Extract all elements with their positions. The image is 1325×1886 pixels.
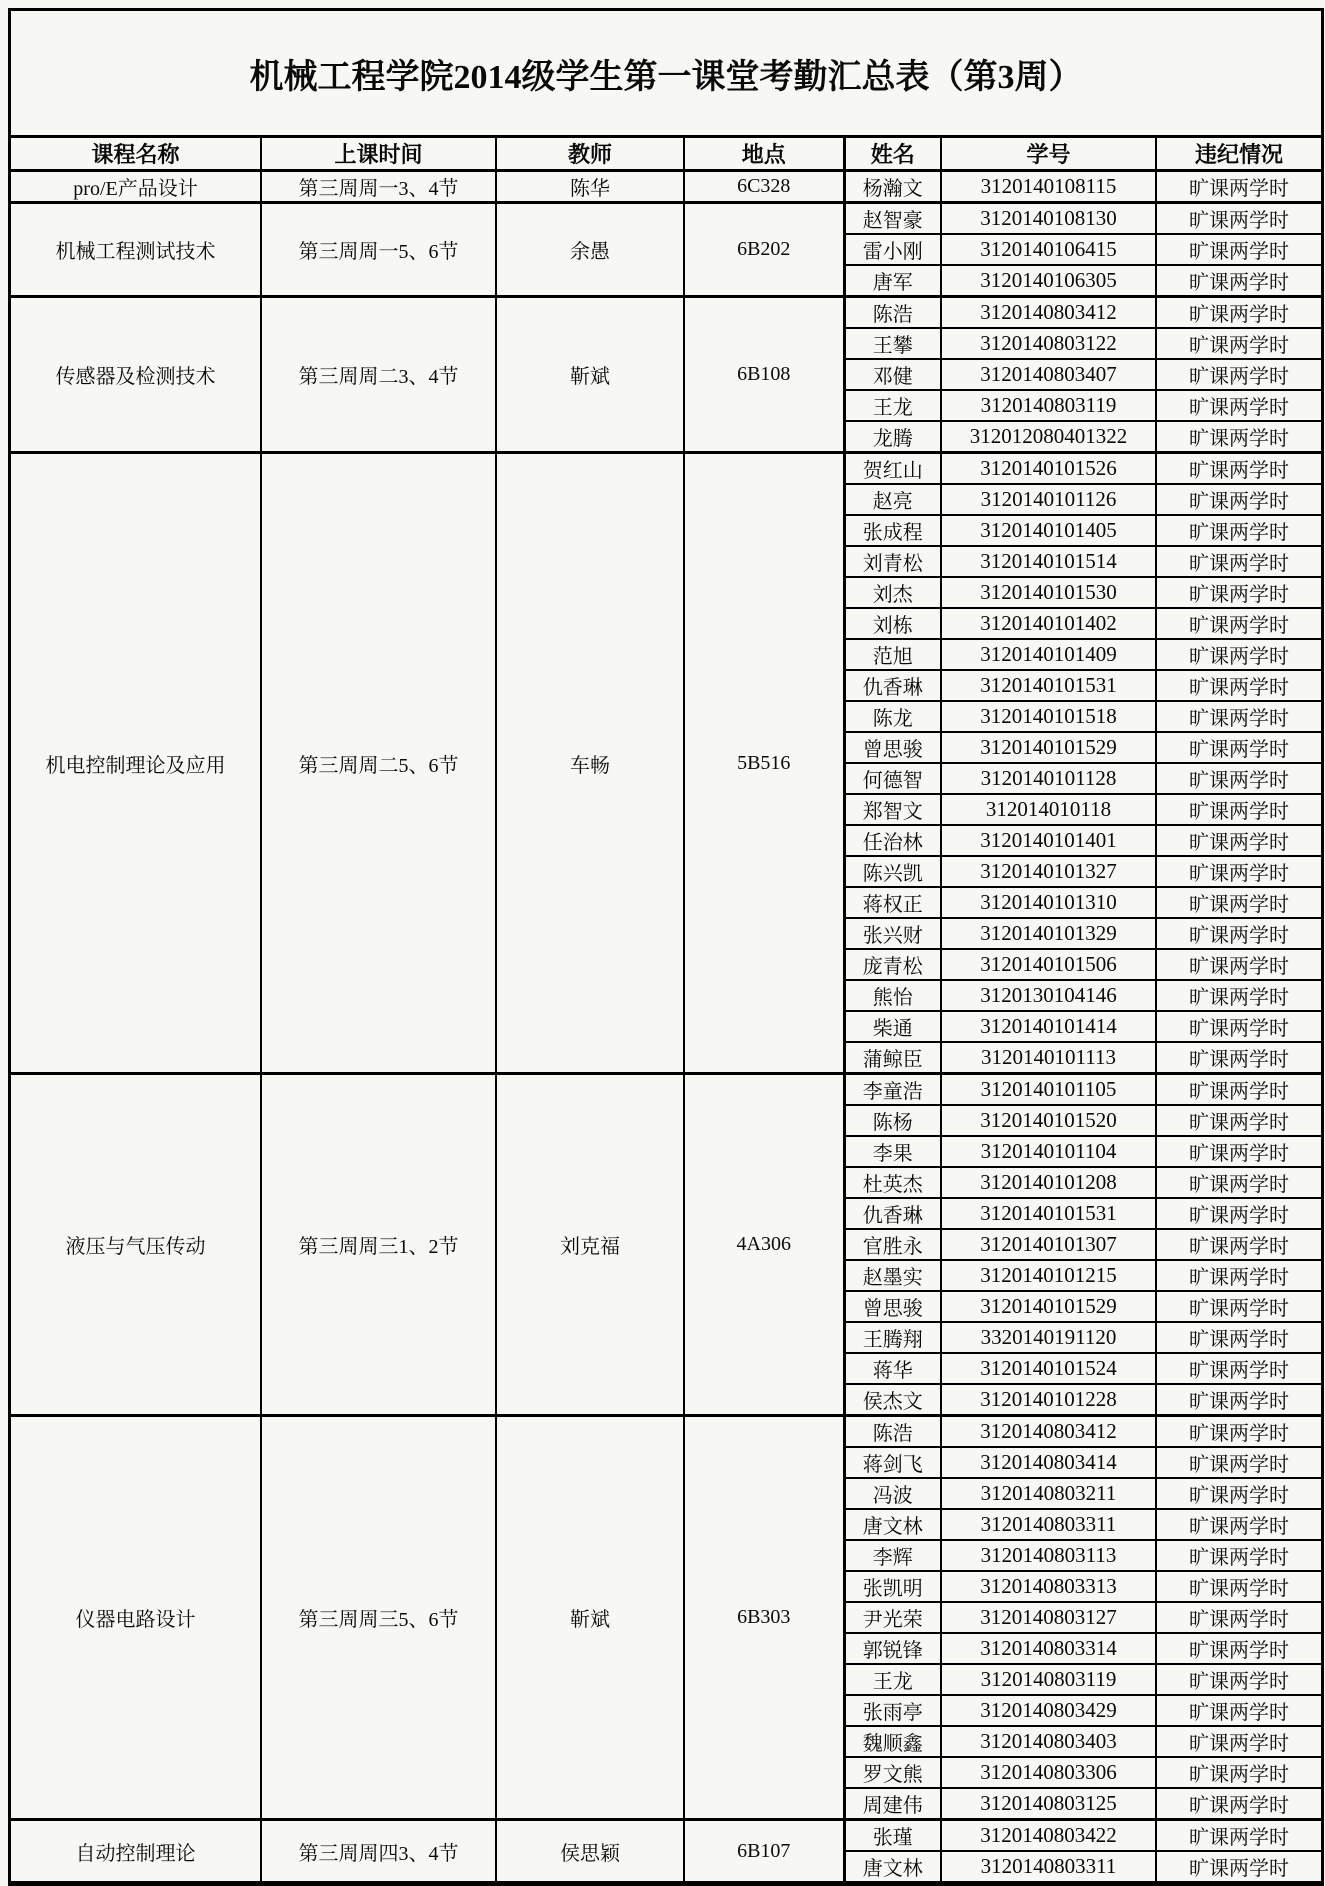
student-id-cell: 3120140101530 [941,577,1156,608]
student-name-cell: 蒋剑飞 [844,1447,941,1478]
teacher-cell: 靳斌 [496,1416,684,1820]
student-name-cell: 侯杰文 [844,1384,941,1416]
student-name-cell: 张凯明 [844,1571,941,1602]
table-row [11,1074,1321,1106]
student-id-cell: 3120140803211 [941,1478,1156,1509]
student-id-cell: 3120140101215 [941,1260,1156,1291]
student-name-cell: 唐文林 [844,1851,941,1882]
teacher-cell: 陈华 [496,171,684,203]
student-id-cell: 3120140803125 [941,1788,1156,1820]
student-id-cell: 312012080401322 [941,421,1156,453]
location-cell: 4A306 [684,1074,844,1416]
violation-cell: 旷课两学时 [1156,577,1321,608]
student-name-cell: 曾思骏 [844,732,941,763]
student-name-cell: 陈浩 [844,1416,941,1448]
violation-cell: 旷课两学时 [1156,1726,1321,1757]
course-cell: 仪器电路设计 [11,1416,261,1820]
table-row [11,453,1321,485]
student-id-cell: 3120140101526 [941,453,1156,485]
violation-cell: 旷课两学时 [1156,1820,1321,1852]
violation-cell: 旷课两学时 [1156,980,1321,1011]
violation-cell: 旷课两学时 [1156,328,1321,359]
teacher-cell: 刘克福 [496,1074,684,1416]
student-id-cell: 3120140101128 [941,763,1156,794]
student-name-cell: 刘栋 [844,608,941,639]
page-title: 机械工程学院2014级学生第一课堂考勤汇总表（第3周） [249,58,1083,96]
student-id-cell: 3120140101529 [941,732,1156,763]
header-row [11,138,1321,171]
student-name-cell: 王龙 [844,390,941,421]
student-name-cell: 柴通 [844,1011,941,1042]
sheet-title-block [11,11,1321,138]
teacher-cell: 车畅 [496,453,684,1074]
student-name-cell: 熊怡 [844,980,941,1011]
student-name-cell: 蒋权正 [844,887,941,918]
student-name-cell: 李童浩 [844,1074,941,1106]
student-id-cell: 3120140803407 [941,359,1156,390]
student-name-cell: 唐军 [844,265,941,297]
course-cell: 自动控制理论 [11,1820,261,1883]
student-id-cell: 3120140101409 [941,639,1156,670]
student-name-cell: 庞青松 [844,949,941,980]
violation-cell: 旷课两学时 [1156,234,1321,265]
student-id-cell: 3120140101518 [941,701,1156,732]
student-id-cell: 3120140101531 [941,670,1156,701]
student-id-cell: 3120140101208 [941,1167,1156,1198]
student-id-cell: 3120140101113 [941,1042,1156,1074]
student-id-cell: 3320140191120 [941,1322,1156,1353]
student-id-cell: 3120140101529 [941,1291,1156,1322]
student-name-cell: 王攀 [844,328,941,359]
student-name-cell: 龙腾 [844,421,941,453]
violation-cell: 旷课两学时 [1156,1478,1321,1509]
violation-cell: 旷课两学时 [1156,453,1321,485]
violation-cell: 旷课两学时 [1156,1540,1321,1571]
student-id-cell: 3120140101402 [941,608,1156,639]
violation-cell: 旷课两学时 [1156,639,1321,670]
student-name-cell: 王腾翔 [844,1322,941,1353]
violation-cell: 旷课两学时 [1156,1105,1321,1136]
table-row [11,1416,1321,1448]
student-name-cell: 赵亮 [844,484,941,515]
violation-cell: 旷课两学时 [1156,825,1321,856]
teacher-cell: 侯思颖 [496,1820,684,1883]
student-name-cell: 赵墨实 [844,1260,941,1291]
table-row [11,171,1321,203]
student-name-cell: 邓健 [844,359,941,390]
student-id-cell: 3120140101104 [941,1136,1156,1167]
student-id-cell: 3120140803422 [941,1820,1156,1852]
table-row [11,1820,1321,1852]
attendance-sheet [8,8,1324,1886]
student-id-cell: 3120140106415 [941,234,1156,265]
student-id-cell: 3120130104146 [941,980,1156,1011]
student-name-cell: 张成程 [844,515,941,546]
student-id-cell: 3120140803119 [941,1664,1156,1695]
student-name-cell: 唐文林 [844,1509,941,1540]
violation-cell: 旷课两学时 [1156,515,1321,546]
location-cell: 5B516 [684,453,844,1074]
table-row [11,297,1321,329]
location-cell: 6C328 [684,171,844,203]
violation-cell: 旷课两学时 [1156,1757,1321,1788]
student-id-cell: 3120140803412 [941,297,1156,329]
course-cell: 液压与气压传动 [11,1074,261,1416]
course-cell: 机械工程测试技术 [11,203,261,297]
student-name-cell: 张雨亭 [844,1695,941,1726]
violation-cell: 旷课两学时 [1156,1416,1321,1448]
violation-cell: 旷课两学时 [1156,732,1321,763]
student-id-cell: 3120140101514 [941,546,1156,577]
student-name-cell: 陈杨 [844,1105,941,1136]
col-header-violation: 违纪情况 [1156,138,1321,171]
student-name-cell: 蒲鲸臣 [844,1042,941,1074]
col-header-time: 上课时间 [261,138,496,171]
violation-cell: 旷课两学时 [1156,1322,1321,1353]
student-id-cell: 3120140803119 [941,390,1156,421]
student-id-cell: 3120140803311 [941,1509,1156,1540]
violation-cell: 旷课两学时 [1156,1633,1321,1664]
violation-cell: 旷课两学时 [1156,1353,1321,1384]
student-id-cell: 3120140101524 [941,1353,1156,1384]
student-id-cell: 3120140803414 [941,1447,1156,1478]
student-id-cell: 3120140101405 [941,515,1156,546]
violation-cell: 旷课两学时 [1156,297,1321,329]
violation-cell: 旷课两学时 [1156,856,1321,887]
student-id-cell: 3120140803127 [941,1602,1156,1633]
student-id-cell: 3120140803306 [941,1757,1156,1788]
time-cell: 第三周周二5、6节 [261,453,496,1074]
location-cell: 6B108 [684,297,844,453]
col-header-name: 姓名 [844,138,941,171]
violation-cell: 旷课两学时 [1156,421,1321,453]
student-id-cell: 3120140101126 [941,484,1156,515]
time-cell: 第三周周一5、6节 [261,203,496,297]
student-name-cell: 冯波 [844,1478,941,1509]
violation-cell: 旷课两学时 [1156,1291,1321,1322]
student-id-cell: 3120140101327 [941,856,1156,887]
violation-cell: 旷课两学时 [1156,1229,1321,1260]
student-name-cell: 蒋华 [844,1353,941,1384]
teacher-cell: 余愚 [496,203,684,297]
violation-cell: 旷课两学时 [1156,1198,1321,1229]
time-cell: 第三周周三5、6节 [261,1416,496,1820]
student-id-cell: 3120140101506 [941,949,1156,980]
table-row [11,203,1321,235]
student-name-cell: 李果 [844,1136,941,1167]
student-id-cell: 3120140803311 [941,1851,1156,1882]
student-name-cell: 张瑾 [844,1820,941,1852]
student-name-cell: 张兴财 [844,918,941,949]
violation-cell: 旷课两学时 [1156,1260,1321,1291]
time-cell: 第三周周一3、4节 [261,171,496,203]
student-id-cell: 3120140108130 [941,203,1156,235]
student-name-cell: 杨瀚文 [844,171,941,203]
student-name-cell: 陈兴凯 [844,856,941,887]
violation-cell: 旷课两学时 [1156,1571,1321,1602]
student-name-cell: 何德智 [844,763,941,794]
violation-cell: 旷课两学时 [1156,1851,1321,1882]
course-cell: pro/E产品设计 [11,171,261,203]
student-id-cell: 3120140101105 [941,1074,1156,1106]
violation-cell: 旷课两学时 [1156,763,1321,794]
violation-cell: 旷课两学时 [1156,608,1321,639]
violation-cell: 旷课两学时 [1156,546,1321,577]
col-header-id: 学号 [941,138,1156,171]
violation-cell: 旷课两学时 [1156,265,1321,297]
table-body [11,171,1321,1883]
student-name-cell: 刘青松 [844,546,941,577]
student-id-cell: 3120140101228 [941,1384,1156,1416]
student-name-cell: 郑智文 [844,794,941,825]
violation-cell: 旷课两学时 [1156,171,1321,203]
student-name-cell: 范旭 [844,639,941,670]
time-cell: 第三周周四3、4节 [261,1820,496,1883]
student-name-cell: 曾思骏 [844,1291,941,1322]
student-name-cell: 任治林 [844,825,941,856]
student-id-cell: 3120140803412 [941,1416,1156,1448]
student-name-cell: 李辉 [844,1540,941,1571]
student-id-cell: 3120140803113 [941,1540,1156,1571]
student-name-cell: 雷小刚 [844,234,941,265]
violation-cell: 旷课两学时 [1156,887,1321,918]
course-cell: 机电控制理论及应用 [11,453,261,1074]
student-id-cell: 3120140803403 [941,1726,1156,1757]
violation-cell: 旷课两学时 [1156,1136,1321,1167]
time-cell: 第三周周二3、4节 [261,297,496,453]
violation-cell: 旷课两学时 [1156,918,1321,949]
student-name-cell: 周建伟 [844,1788,941,1820]
student-name-cell: 仇香琳 [844,670,941,701]
violation-cell: 旷课两学时 [1156,1167,1321,1198]
col-header-course: 课程名称 [11,138,261,171]
student-name-cell: 贺红山 [844,453,941,485]
student-id-cell: 3120140803122 [941,328,1156,359]
student-name-cell: 郭锐锋 [844,1633,941,1664]
course-cell: 传感器及检测技术 [11,297,261,453]
violation-cell: 旷课两学时 [1156,1011,1321,1042]
student-id-cell: 3120140101520 [941,1105,1156,1136]
student-name-cell: 尹光荣 [844,1602,941,1633]
violation-cell: 旷课两学时 [1156,203,1321,235]
student-name-cell: 陈浩 [844,297,941,329]
violation-cell: 旷课两学时 [1156,484,1321,515]
student-name-cell: 仇香琳 [844,1198,941,1229]
violation-cell: 旷课两学时 [1156,1695,1321,1726]
student-name-cell: 魏顺鑫 [844,1726,941,1757]
student-id-cell: 3120140101310 [941,887,1156,918]
location-cell: 6B202 [684,203,844,297]
violation-cell: 旷课两学时 [1156,1788,1321,1820]
location-cell: 6B107 [684,1820,844,1883]
violation-cell: 旷课两学时 [1156,1384,1321,1416]
student-name-cell: 罗文熊 [844,1757,941,1788]
student-name-cell: 陈龙 [844,701,941,732]
violation-cell: 旷课两学时 [1156,1447,1321,1478]
violation-cell: 旷课两学时 [1156,949,1321,980]
violation-cell: 旷课两学时 [1156,1602,1321,1633]
location-cell: 6B303 [684,1416,844,1820]
col-header-location: 地点 [684,138,844,171]
teacher-cell: 靳斌 [496,297,684,453]
student-id-cell: 3120140803429 [941,1695,1156,1726]
violation-cell: 旷课两学时 [1156,1664,1321,1695]
student-id-cell: 3120140101414 [941,1011,1156,1042]
student-id-cell: 3120140106305 [941,265,1156,297]
violation-cell: 旷课两学时 [1156,670,1321,701]
student-id-cell: 3120140803313 [941,1571,1156,1602]
col-header-teacher: 教师 [496,138,684,171]
student-name-cell: 杜英杰 [844,1167,941,1198]
student-id-cell: 3120140101401 [941,825,1156,856]
violation-cell: 旷课两学时 [1156,1042,1321,1074]
student-name-cell: 王龙 [844,1664,941,1695]
student-name-cell: 官胜永 [844,1229,941,1260]
time-cell: 第三周周三1、2节 [261,1074,496,1416]
student-id-cell: 3120140101307 [941,1229,1156,1260]
violation-cell: 旷课两学时 [1156,1074,1321,1106]
student-id-cell: 3120140803314 [941,1633,1156,1664]
student-name-cell: 刘杰 [844,577,941,608]
violation-cell: 旷课两学时 [1156,359,1321,390]
violation-cell: 旷课两学时 [1156,701,1321,732]
student-id-cell: 3120140101329 [941,918,1156,949]
student-id-cell: 312014010118 [941,794,1156,825]
violation-cell: 旷课两学时 [1156,794,1321,825]
student-id-cell: 3120140108115 [941,171,1156,203]
attendance-table [11,138,1321,1883]
student-id-cell: 3120140101531 [941,1198,1156,1229]
violation-cell: 旷课两学时 [1156,390,1321,421]
student-name-cell: 赵智豪 [844,203,941,235]
violation-cell: 旷课两学时 [1156,1509,1321,1540]
